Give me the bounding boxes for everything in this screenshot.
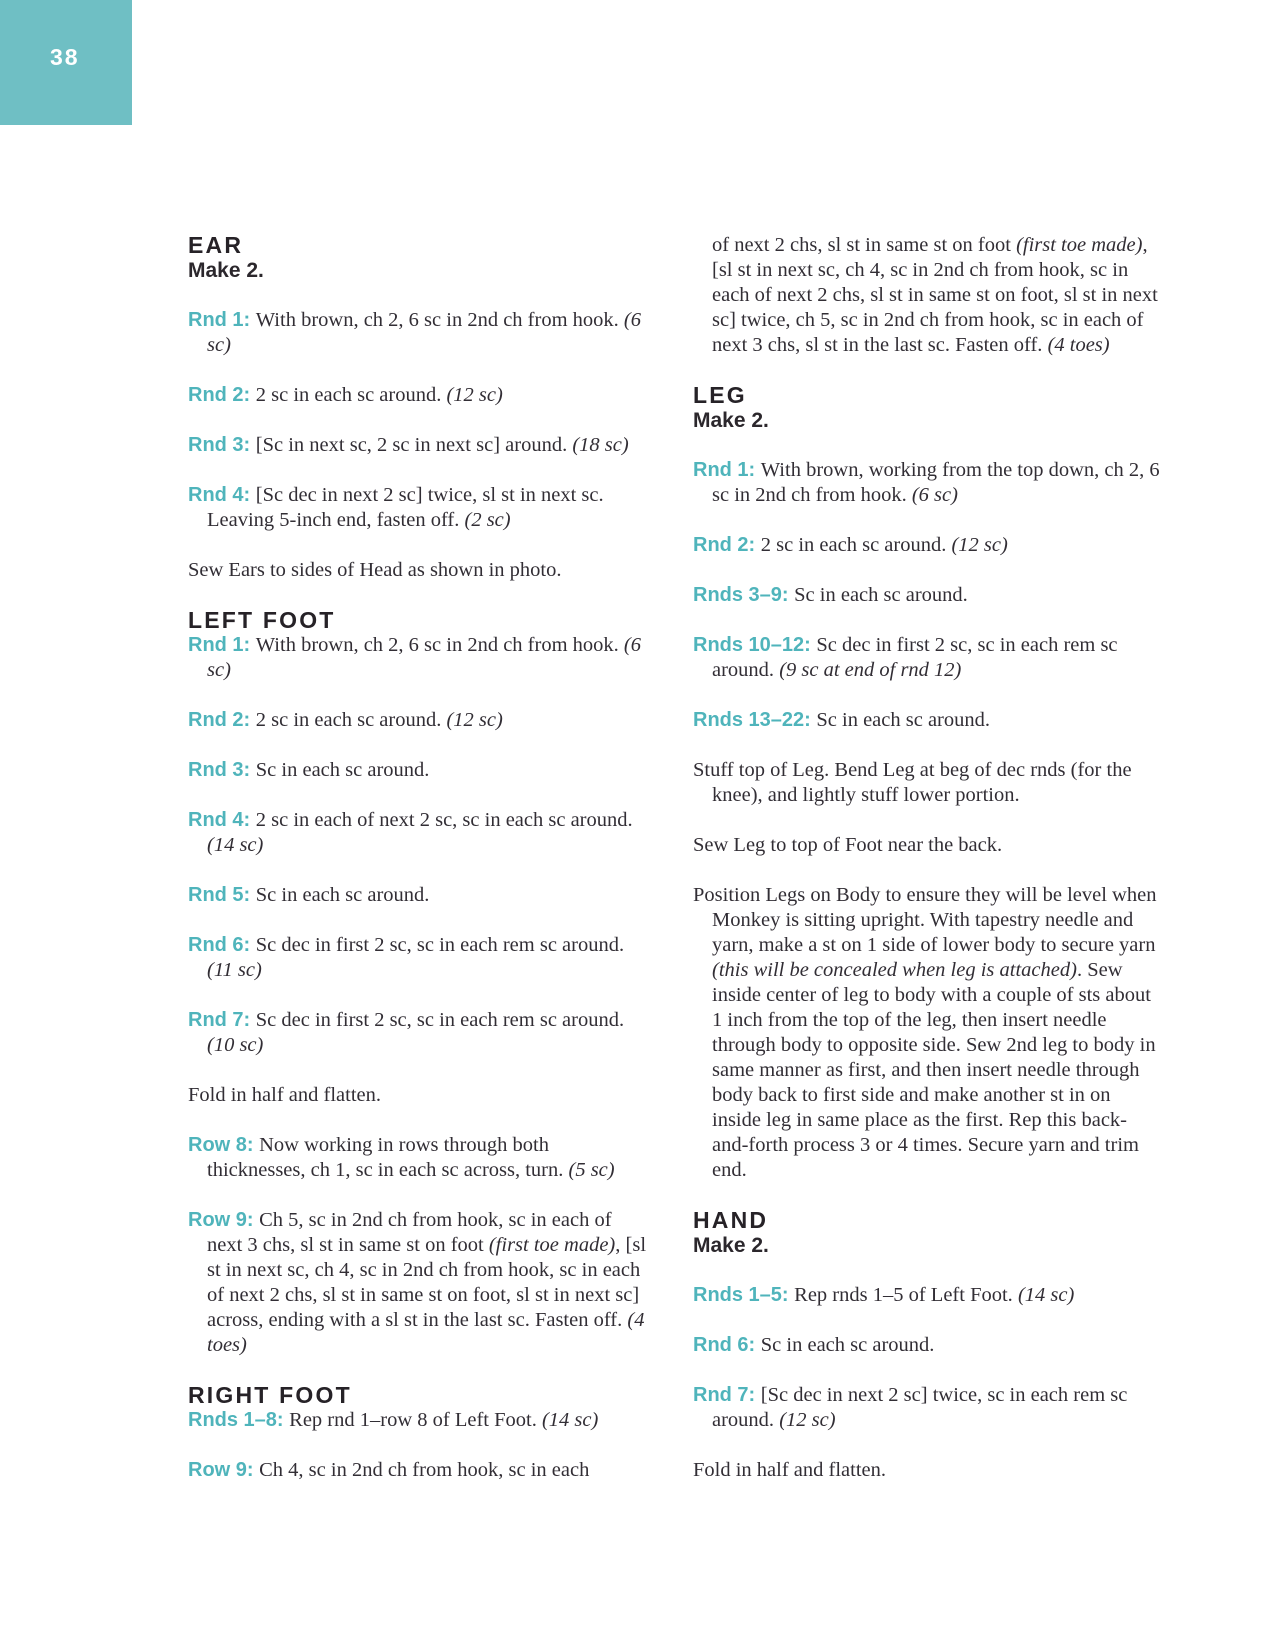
italic-note: (9 sc at end of rnd 12): [779, 659, 962, 681]
round-label: Rnd 1:: [188, 634, 256, 656]
round-label: Rnd 5:: [188, 884, 256, 906]
italic-note: (14 sc): [541, 1409, 599, 1431]
round-label: Rnd 1:: [188, 309, 256, 331]
make-count: Make 2.: [188, 259, 264, 282]
italic-note: (14 sc): [1017, 1284, 1075, 1306]
instruction-paragraph: Rnd 4: 2 sc in each of next 2 sc, sc in each sc around. (14 sc): [188, 809, 633, 856]
section-heading: EAR: [188, 232, 244, 258]
note-paragraph: Position Legs on Body to ensure they will be level when Monkey is sitting upright. With tapestry needle and yarn, make a st on 1 side of lower body to secure yarn (this will be concealed when leg is attached). Sew inside center of leg to body with a couple of sts about 1 inch from the top of the leg, then insert needle through body to opposite side. Sew 2nd leg to body in same manner as first, and then insert needle through body back to first side and make another st in on inside leg in same place as the first. Rep this back-and-forth process 3 or 4 times. Secure yarn and trim end.: [693, 884, 1157, 1181]
make-count: Make 2.: [693, 1234, 769, 1257]
round-label: Rnd 6:: [188, 934, 256, 956]
italic-note: (first toe made): [1016, 234, 1143, 256]
round-label: Rnd 7:: [188, 1009, 256, 1031]
italic-note: (11 sc): [207, 959, 262, 981]
round-label: Rnd 2:: [188, 384, 256, 406]
round-label: Rnd 3:: [188, 434, 256, 456]
instruction-paragraph: Rnds 13–22: Sc in each sc around.: [693, 709, 991, 731]
round-label: Row 9:: [188, 1459, 260, 1481]
round-label: Rnds 1–8:: [188, 1409, 290, 1431]
instruction-paragraph: Rnd 3: Sc in each sc around.: [188, 759, 430, 781]
instruction-paragraph: Rnd 1: With brown, ch 2, 6 sc in 2nd ch from hook. (6 sc): [188, 309, 641, 356]
section-heading: LEFT FOOT: [188, 607, 336, 633]
instruction-paragraph: Row 9: Ch 4, sc in 2nd ch from hook, sc in each: [188, 1459, 590, 1481]
note-paragraph: Fold in half and flatten.: [188, 1084, 381, 1106]
instruction-paragraph: Row 9: Ch 5, sc in 2nd ch from hook, sc in each of next 3 chs, sl st in same st on foot (first toe made), [sl st in next sc, ch 4, sc in 2nd ch from hook, sc in each of next 2 chs, sl st in same st on foot, sl st in next sc] across, ending with a sl st in the last sc. Fasten off. (4 toes): [188, 1209, 647, 1356]
instruction-paragraph: Rnd 1: With brown, working from the top down, ch 2, 6 sc in 2nd ch from hook. (6 sc): [693, 459, 1160, 506]
instruction-paragraph: Rnds 1–8: Rep rnd 1–row 8 of Left Foot. (14 sc): [188, 1409, 599, 1431]
italic-note: (14 sc): [207, 834, 264, 856]
italic-note: (2 sc): [464, 509, 511, 531]
left-column: [188, 233, 648, 1483]
right-column: [693, 233, 1161, 1483]
round-label: Rnd 4:: [188, 484, 256, 506]
instruction-paragraph: Rnd 6: Sc in each sc around.: [693, 1334, 935, 1356]
instruction-paragraph: Row 8: Now working in rows through both thicknesses, ch 1, sc in each sc across, turn. (5 sc): [188, 1134, 615, 1181]
italic-note: (12 sc): [446, 384, 503, 406]
round-label: Rnd 3:: [188, 759, 256, 781]
note-paragraph: Stuff top of Leg. Bend Leg at beg of dec rnds (for the knee), and lightly stuff lower portion.: [693, 759, 1132, 806]
note-paragraph: Sew Leg to top of Foot near the back.: [693, 834, 1003, 856]
note-paragraph: of next 2 chs, sl st in same st on foot (first toe made), [sl st in next sc, ch 4, sc in 2nd ch from hook, sc in each of next 2 chs, sl st in same st on foot, sl st in next sc] twice, ch 5, sc in 2nd ch from hook, sc in each of next 3 chs, sl st in the last sc. Fasten off. (4 toes): [712, 234, 1158, 356]
note-paragraph: Sew Ears to sides of Head as shown in photo.: [188, 559, 562, 581]
italic-note: (5 sc): [568, 1159, 615, 1181]
page-number-block: [0, 0, 132, 125]
instruction-paragraph: Rnd 4: [Sc dec in next 2 sc] twice, sl st in next sc. Leaving 5-inch end, fasten off. (2 sc): [188, 484, 604, 531]
italic-note: (this will be concealed when leg is attached): [712, 959, 1077, 981]
italic-note: (6 sc): [207, 634, 641, 681]
round-label: Row 8:: [188, 1134, 260, 1156]
instruction-paragraph: Rnd 3: [Sc in next sc, 2 sc in next sc] around. (18 sc): [188, 434, 629, 456]
italic-note: (12 sc): [779, 1409, 836, 1431]
instruction-paragraph: Rnd 2: 2 sc in each sc around. (12 sc): [188, 709, 503, 731]
make-count: Make 2.: [693, 409, 769, 432]
italic-note: (12 sc): [446, 709, 503, 731]
italic-note: (10 sc): [207, 1034, 264, 1056]
instruction-paragraph: Rnd 2: 2 sc in each sc around. (12 sc): [693, 534, 1008, 556]
instruction-paragraph: Rnd 6: Sc dec in first 2 sc, sc in each rem sc around. (11 sc): [188, 934, 625, 981]
round-label: Row 9:: [188, 1209, 260, 1231]
italic-note: (12 sc): [951, 534, 1008, 556]
round-label: Rnd 7:: [693, 1384, 761, 1406]
section-heading: LEG: [693, 382, 747, 408]
round-label: Rnds 10–12:: [693, 634, 817, 656]
round-label: Rnd 1:: [693, 459, 761, 481]
italic-note: (4 toes): [207, 1309, 645, 1356]
section-heading: RIGHT FOOT: [188, 1382, 352, 1408]
instruction-paragraph: Rnd 7: Sc dec in first 2 sc, sc in each rem sc around. (10 sc): [188, 1009, 625, 1056]
instruction-paragraph: Rnds 10–12: Sc dec in first 2 sc, sc in each rem sc around. (9 sc at end of rnd 12): [693, 634, 1118, 681]
instruction-paragraph: Rnd 7: [Sc dec in next 2 sc] twice, sc in each rem sc around. (12 sc): [693, 1384, 1128, 1431]
instruction-paragraph: Rnd 5: Sc in each sc around.: [188, 884, 430, 906]
instruction-paragraph: Rnd 1: With brown, ch 2, 6 sc in 2nd ch from hook. (6 sc): [188, 634, 641, 681]
instruction-paragraph: Rnds 1–5: Rep rnds 1–5 of Left Foot. (14 sc): [693, 1284, 1075, 1306]
round-label: Rnd 2:: [188, 709, 256, 731]
italic-note: (first toe made): [488, 1234, 616, 1256]
round-label: Rnds 1–5:: [693, 1284, 795, 1306]
round-label: Rnd 4:: [188, 809, 256, 831]
section-heading: HAND: [693, 1207, 769, 1233]
note-paragraph: Fold in half and flatten.: [693, 1459, 886, 1481]
instruction-paragraph: Rnd 2: 2 sc in each sc around. (12 sc): [188, 384, 503, 406]
italic-note: (6 sc): [207, 309, 641, 356]
italic-note: (4 toes): [1047, 334, 1110, 356]
round-label: Rnds 3–9:: [693, 584, 795, 606]
instruction-paragraph: Rnds 3–9: Sc in each sc around.: [693, 584, 968, 606]
italic-note: (18 sc): [572, 434, 629, 456]
round-label: Rnds 13–22:: [693, 709, 817, 731]
page-number: 38: [50, 44, 80, 70]
round-label: Rnd 6:: [693, 1334, 761, 1356]
italic-note: (6 sc): [911, 484, 958, 506]
round-label: Rnd 2:: [693, 534, 761, 556]
